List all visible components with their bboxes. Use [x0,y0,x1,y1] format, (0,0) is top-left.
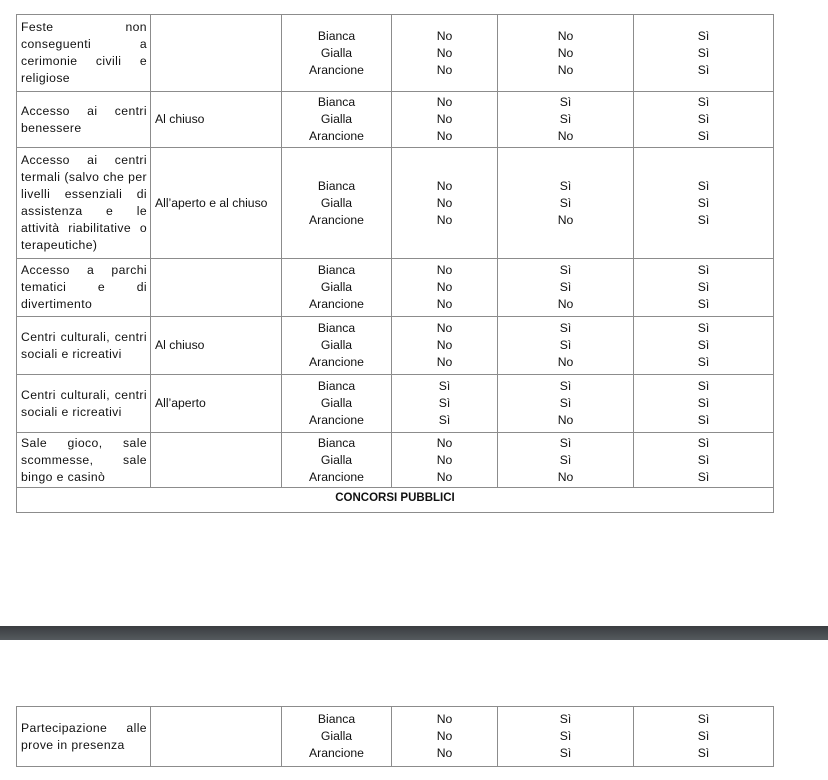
zone-cell [282,92,392,148]
condition-cell: All’aperto [151,375,282,433]
activity-cell: Accesso ai centri termali (salvo che per livelli essenziali di assistenza e le attività riabilitative o terapeutiche) [17,148,151,259]
condition-cell [151,259,282,317]
column-2-cell [498,707,634,767]
column-3-cell-value: Sì [697,112,710,126]
concorsi-table [16,706,774,767]
zone-cell-value: Arancione [309,469,364,484]
column-2-cell-value: Sì [559,712,572,726]
column-1-cell [392,148,498,259]
column-3-cell-value: Sì [697,469,710,484]
zone-cell-value: Arancione [309,62,364,77]
column-2-cell [498,15,634,92]
zone-cell-value: Gialla [320,729,353,743]
activity-cell: Accesso ai centri benessere [17,92,151,148]
zone-cell-value: Bianca [317,379,356,393]
column-3-cell [634,148,774,259]
column-3-cell-value: Sì [697,452,710,467]
zone-cell-value: Gialla [320,338,353,352]
column-1-cell-value: No [436,280,453,294]
zone-cell-value: Bianca [317,28,356,43]
column-2-cell-value: Sì [559,112,572,126]
column-1-cell [392,15,498,92]
column-2-cell [498,148,634,259]
table-row [17,707,774,767]
table-row [17,375,774,433]
condition-cell [151,433,282,488]
column-2-cell-value: Sì [559,379,572,393]
column-1-cell-value: No [436,195,453,210]
column-1-cell-value: No [436,338,453,352]
zone-cell [282,433,392,488]
column-3-cell [634,259,774,317]
column-1-cell [392,259,498,317]
column-1-cell [392,317,498,375]
column-2-cell-value: Sì [559,435,572,450]
column-3-cell [634,317,774,375]
column-3-cell-value: Sì [697,195,710,210]
zone-cell-value: Gialla [320,452,353,467]
zone-cell-value: Bianca [317,712,356,726]
zone-cell-value: Gialla [320,396,353,410]
column-2-cell-value: No [557,469,574,484]
column-3-cell-value: Sì [697,95,710,109]
column-2-cell-value: No [557,413,574,427]
column-2-cell-value: Sì [559,195,572,210]
zone-cell-value: Arancione [309,355,364,369]
column-2-cell-value: Sì [559,396,572,410]
column-2-cell-value: No [557,212,574,227]
column-1-cell [392,433,498,488]
zone-cell-value: Bianca [317,263,356,277]
column-2-cell-value: Sì [559,263,572,277]
table-row [17,259,774,317]
column-2-cell-value: Sì [559,95,572,109]
column-3-cell-value: Sì [697,338,710,352]
zone-cell-value: Bianca [317,95,356,109]
column-3-cell [634,92,774,148]
column-3-cell-value: Sì [697,712,710,726]
column-2-cell-value: Sì [559,746,572,760]
column-3-cell-value: Sì [697,297,710,311]
zone-cell-value: Gialla [320,195,353,210]
condition-cell: Al chiuso [151,317,282,375]
document-page-2 [0,640,828,780]
column-2-cell [498,433,634,488]
column-2-cell-value: Sì [559,338,572,352]
zone-cell [282,317,392,375]
table-row [17,433,774,488]
column-1-cell-value: No [436,129,453,143]
zone-cell-value: Arancione [309,746,364,760]
column-1-cell-value: No [436,62,453,77]
column-3-cell-value: Sì [697,280,710,294]
zone-cell-value: Gialla [320,280,353,294]
column-1-cell-value: No [436,45,453,60]
zone-cell [282,15,392,92]
zone-cell-value: Arancione [309,212,364,227]
column-2-cell [498,92,634,148]
column-1-cell-value: No [436,297,453,311]
column-1-cell-value: No [436,95,453,109]
column-1-cell-value: No [436,355,453,369]
condition-cell [151,15,282,92]
zone-cell [282,707,392,767]
zone-cell [282,148,392,259]
column-1-cell-value: No [436,212,453,227]
column-2-cell-value: No [557,355,574,369]
column-2-cell [498,259,634,317]
column-3-cell-value: Sì [697,62,710,77]
column-1-cell-value: No [436,178,453,193]
activity-cell: Centri culturali, centri sociali e ricreativi [17,375,151,433]
column-2-cell-value: No [557,297,574,311]
table-row [17,148,774,259]
column-2-cell-value: No [557,45,574,60]
column-3-cell-value: Sì [697,746,710,760]
column-1-cell-value: No [436,435,453,450]
column-3-cell [634,433,774,488]
zone-cell-value: Bianca [317,178,356,193]
column-2-cell-value: Sì [559,280,572,294]
column-1-cell-value: No [436,28,453,43]
column-3-cell-value: Sì [697,355,710,369]
activity-cell: Centri culturali, centri sociali e ricreativi [17,317,151,375]
zone-cell [282,375,392,433]
column-1-cell [392,707,498,767]
column-1-cell-value: No [436,729,453,743]
column-3-cell [634,15,774,92]
zone-cell-value: Arancione [309,413,364,427]
column-1-cell-value: Sì [438,413,451,427]
column-3-cell-value: Sì [697,413,710,427]
column-3-cell-value: Sì [697,729,710,743]
column-2-cell-value: Sì [559,729,572,743]
column-1-cell-value: No [436,469,453,484]
condition-cell [151,707,282,767]
table-row [17,317,774,375]
column-3-cell-value: Sì [697,45,710,60]
zone-cell-value: Gialla [320,112,353,126]
column-3-cell-value: Sì [697,129,710,143]
column-1-cell-value: No [436,321,453,335]
column-3-cell-value: Sì [697,212,710,227]
column-2-cell-value: Sì [559,452,572,467]
column-2-cell-value: No [557,28,574,43]
activity-cell: Feste non conseguenti a cerimonie civili e religiose [17,15,151,92]
column-2-cell-value: Sì [559,321,572,335]
column-3-cell-value: Sì [697,379,710,393]
column-1-cell-value: Sì [438,379,451,393]
table-row [17,92,774,148]
column-3-cell-value: Sì [697,178,710,193]
column-3-cell-value: Sì [697,28,710,43]
page-separator [0,626,828,640]
column-2-cell [498,317,634,375]
zone-cell-value: Bianca [317,321,356,335]
condition-cell: All’aperto e al chiuso [151,148,282,259]
column-3-cell-value: Sì [697,263,710,277]
column-1-cell-value: No [436,112,453,126]
activity-cell: Accesso a parchi tematici e di divertimento [17,259,151,317]
zone-cell-value: Gialla [320,45,353,60]
section-row [17,488,774,513]
table-row [17,15,774,92]
column-3-cell-value: Sì [697,435,710,450]
column-1-cell-value: No [436,746,453,760]
column-2-cell-value: No [557,62,574,77]
column-3-cell [634,375,774,433]
column-3-cell [634,707,774,767]
activity-cell: Sale gioco, sale scommesse, sale bingo e casinò [17,433,151,488]
condition-cell: Al chiuso [151,92,282,148]
column-1-cell-value: No [436,452,453,467]
column-1-cell-value: Sì [438,396,451,410]
column-1-cell-value: No [436,712,453,726]
column-2-cell-value: Sì [559,178,572,193]
activity-cell: Partecipazione alle prove in presenza [17,707,151,767]
zone-cell-value: Arancione [309,297,364,311]
rules-table [16,14,774,513]
column-3-cell-value: Sì [697,321,710,335]
zone-cell [282,259,392,317]
column-2-cell-value: No [557,129,574,143]
column-1-cell [392,92,498,148]
zone-cell-value: Bianca [317,435,356,450]
column-3-cell-value: Sì [697,396,710,410]
column-1-cell-value: No [436,263,453,277]
column-2-cell [498,375,634,433]
column-1-cell [392,375,498,433]
zone-cell-value: Arancione [309,129,364,143]
section-title: CONCORSI PUBBLICI [17,488,774,513]
